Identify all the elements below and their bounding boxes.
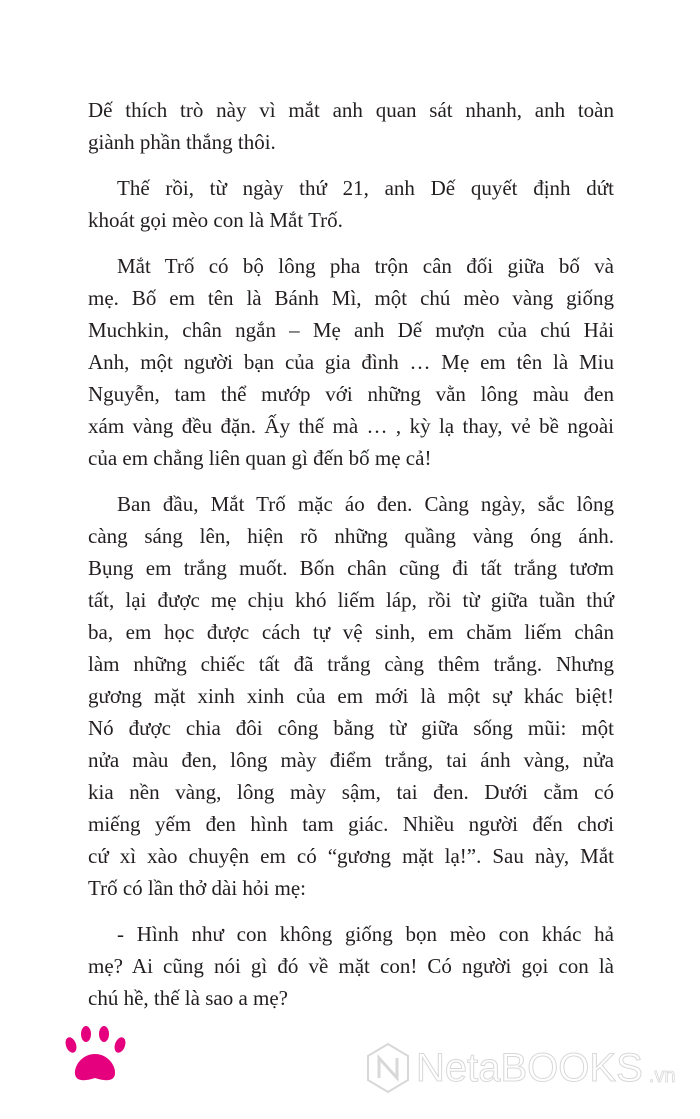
text-line: nửa màu đen, lông mày điểm trắng, tai ánh vàng, nửa <box>88 748 614 772</box>
netabooks-logo-icon <box>366 1042 410 1094</box>
text-line: giành phần thắng thôi. <box>88 130 276 154</box>
text-line: Dế thích trò này vì mắt anh quan sát nhanh, anh toàn <box>88 98 614 122</box>
text-line: chú hề, thế là sao a mẹ? <box>88 986 288 1010</box>
watermark <box>366 1042 675 1094</box>
paragraph <box>88 250 614 474</box>
text-line: Thế rồi, từ ngày thứ 21, anh Dế quyết định dứt <box>117 176 614 200</box>
text-line: Muchkin, chân ngắn – Mẹ anh Dế mượn của chú Hải <box>88 318 614 342</box>
text-line: - Hình như con không giống bọn mèo con khác hả <box>117 922 614 946</box>
text-line: kia nền vàng, lông mày sậm, tai đen. Dưới cằm có <box>88 780 614 804</box>
text-line: Ban đầu, Mắt Trố mặc áo đen. Càng ngày, sắc lông <box>117 492 614 516</box>
text-line: mẹ? Ai cũng nói gì đó về mặt con! Có người gọi con là <box>88 954 614 978</box>
text-line: làm những chiếc tất đã trắng càng thêm trắng. Nhưng <box>88 652 614 676</box>
paragraph <box>88 94 614 158</box>
paragraph <box>88 918 614 1014</box>
watermark-suffix: .vn <box>648 1065 676 1087</box>
text-line: Anh, một người bạn của gia đình … Mẹ em tên là Miu <box>88 350 614 374</box>
page-body <box>88 94 614 1028</box>
text-line: Nó được chia đôi công bằng từ giữa sống mũi: một <box>88 716 614 740</box>
text-line: gương mặt xinh xinh của em mới là một sự khác biệt! <box>88 684 614 708</box>
text-line: Mắt Trố có bộ lông pha trộn cân đối giữa bố và <box>117 254 614 278</box>
text-line: mẹ. Bố em tên là Bánh Mì, một chú mèo vàng giống <box>88 286 614 310</box>
text-line: Bụng em trắng muốt. Bốn chân cũng đi tất trắng tươm <box>88 556 614 580</box>
paw-print-icon <box>62 1026 134 1089</box>
text-line: cứ xì xào chuyện em có “gương mặt lạ!”. Sau này, Mắt <box>88 844 614 868</box>
text-line: xám vàng đều đặn. Ấy thế mà … , kỳ lạ thay, vẻ bề ngoài <box>88 414 614 438</box>
text-line: tất, lại được mẹ chịu khó liếm láp, rồi từ giữa tuần thứ <box>88 588 614 612</box>
text-line: càng sáng lên, hiện rõ những quầng vàng óng ánh. <box>88 524 614 548</box>
text-line: của em chẳng liên quan gì đến bố mẹ cả! <box>88 446 432 470</box>
watermark-brand: NetaBOOKS <box>416 1045 643 1090</box>
text-line: Trố có lần thở dài hỏi mẹ: <box>88 876 306 900</box>
paragraph <box>88 488 614 904</box>
text-line: miếng yếm đen hình tam giác. Nhiều người đến chơi <box>88 812 614 836</box>
text-line: khoát gọi mèo con là Mắt Trố. <box>88 208 343 232</box>
paragraph <box>88 172 614 236</box>
text-line: Nguyễn, tam thể mướp với những vằn lông màu đen <box>88 382 614 406</box>
text-line: ba, em học được cách tự vệ sinh, em chăm liếm chân <box>88 620 614 644</box>
